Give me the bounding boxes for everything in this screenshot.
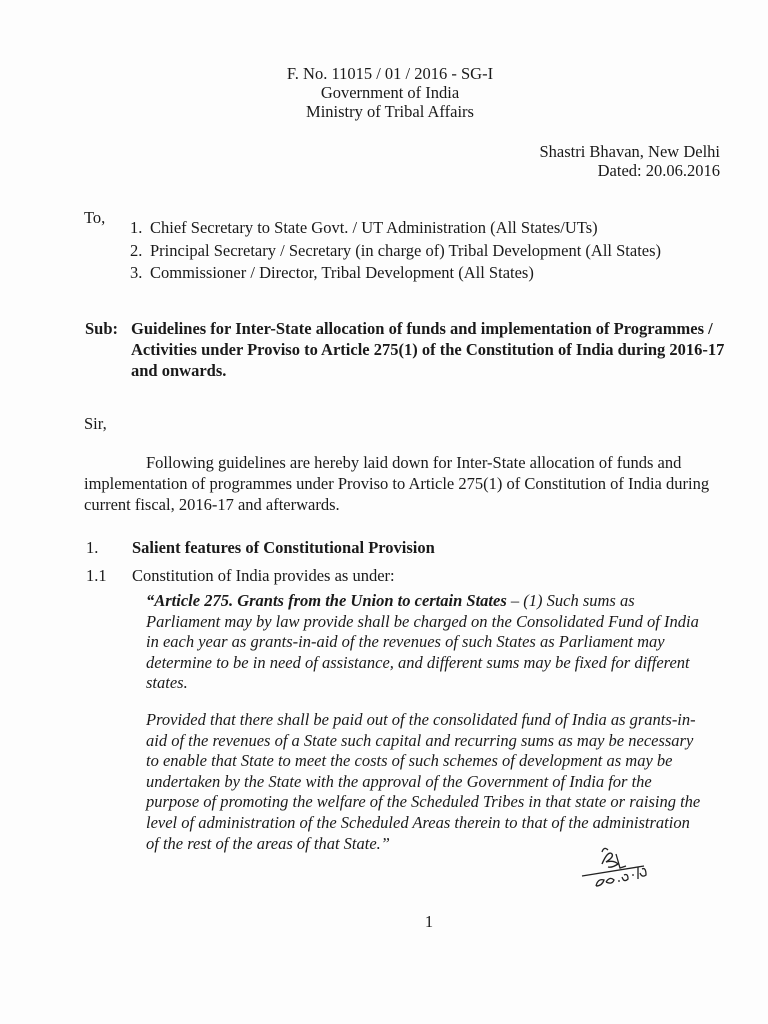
subject-label: Sub: (85, 319, 119, 338)
recipient-text: Principal Secretary / Secretary (in charge of) Tribal Development (All States) (150, 240, 662, 260)
letter-header (0, 64, 768, 121)
article-heading: “Article 275. Grants from the Union to certain States (146, 591, 507, 610)
salutation: Sir, (84, 414, 107, 433)
letter-date: Dated: 20.06.2016 (597, 161, 720, 180)
subsection-text: Constitution of India provides as under: (132, 566, 395, 585)
subject-text: Guidelines for Inter-State allocation of funds and implementation of Programmes / Activities under Proviso to Article 275(1) of the Constitution of India during 2016-17 and onwards. (131, 319, 725, 380)
subsection-number: 1.1 (86, 566, 107, 585)
section-number: 1. (86, 538, 99, 557)
handwritten-signature (578, 842, 668, 892)
intro-text: Following guidelines are hereby laid down for Inter-State allocation of funds and implementation of programmes under Proviso to Article 275(1) of Constitution of India during current fiscal, 2016-17 and afterwards. (84, 453, 710, 514)
recipient-item (130, 240, 661, 263)
section-title: Salient features of Constitutional Provision (132, 538, 435, 557)
office-location: Shastri Bhavan, New Delhi (539, 142, 720, 161)
page-number: 1 (424, 912, 434, 931)
article-quote (146, 591, 706, 694)
article-body: – (1) Such sums as Parliament may by law provide shall be charged on the Consolidated Fund of India in each year as grants-in-aid of the revenues of such States as Parliament may determine to be in need of assistance, and different sums may be fixed for different states. (146, 591, 699, 693)
recipient-number: 2. (130, 240, 143, 260)
intro-paragraph (84, 452, 714, 515)
recipient-item (130, 217, 661, 240)
addressee-label: To, (84, 208, 106, 227)
signature-mark (578, 842, 668, 892)
recipient-item (130, 262, 661, 285)
recipient-text: Commissioner / Director, Tribal Development (All States) (150, 263, 534, 282)
recipient-number: 1. (130, 218, 143, 237)
recipient-text: Chief Secretary to State Govt. / UT Administration (All States/UTs) (150, 218, 598, 237)
article-proviso: Provided that there shall be paid out of the consolidated fund of India as grants-in-aid of the revenues of a State such capital and recurring sums as may be necessary to enable that State to meet the costs of such schemes of development as may be undertaken by the State with the approval of the Government of India for the purpose of promoting the welfare of the Scheduled Tribes in that state or raising the level of administration of the Scheduled Areas therein to that of the administration of the rest of the areas of that State.” (146, 710, 701, 853)
file-number: F. No. 11015 / 01 / 2016 - SG-I (286, 64, 494, 83)
government-name: Government of India (320, 83, 460, 102)
place-and-date (539, 142, 720, 180)
ministry-name: Ministry of Tribal Affairs (306, 102, 474, 121)
recipient-list (130, 217, 661, 285)
recipient-number: 3. (130, 263, 143, 282)
